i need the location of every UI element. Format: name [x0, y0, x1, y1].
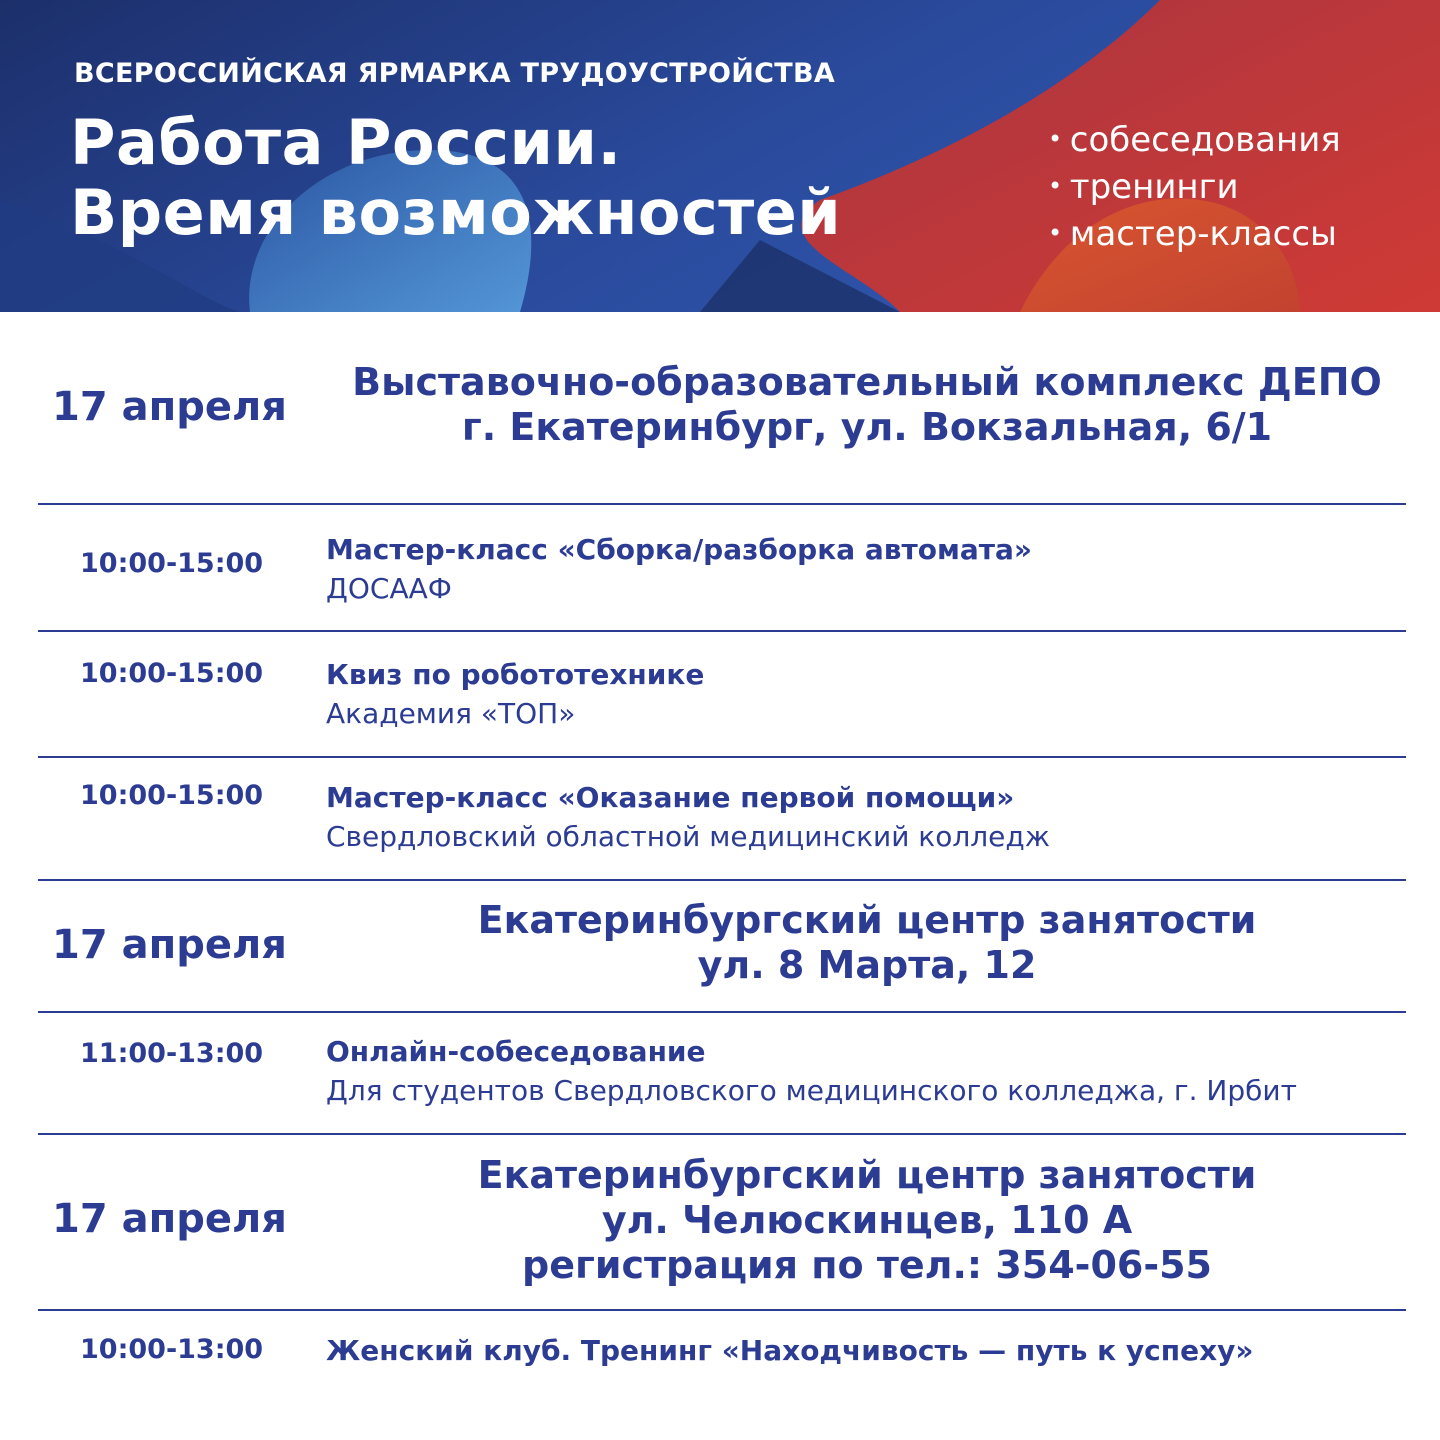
event-name: Мастер-класс «Оказание первой помощи»: [326, 781, 1015, 814]
event-name: Онлайн-собеседование: [326, 1035, 706, 1068]
feature-item: • собеседования: [1048, 116, 1341, 163]
venue-line: Выставочно-образовательный комплекс ДЕПО: [352, 360, 1382, 404]
event-subtitle: ВСЕРОССИЙСКАЯ ЯРМАРКА ТРУДОУСТРОЙСТВА: [74, 58, 836, 89]
event-title-line: Работа России.: [70, 106, 622, 179]
event-time: 10:00-15:00: [80, 780, 264, 811]
event-time: 11:00-13:00: [80, 1038, 264, 1069]
feature-list: [1048, 116, 1341, 257]
divider: [38, 1133, 1406, 1135]
divider: [38, 879, 1406, 881]
venue-info: [300, 360, 1434, 450]
feature-item: • мастер-классы: [1048, 210, 1341, 257]
event-organizer: Академия «ТОП»: [326, 697, 576, 730]
divider: [38, 1011, 1406, 1013]
event-organizer: Для студентов Свердловского медицинского колледжа, г. Ирбит: [326, 1074, 1297, 1107]
section-date: 17 апреля: [52, 384, 287, 430]
divider: [38, 1309, 1406, 1311]
event-title: [70, 108, 841, 248]
divider: [38, 630, 1406, 632]
event-time: 10:00-15:00: [80, 658, 264, 689]
event-organizer: Свердловский областной медицинский колледж: [326, 820, 1050, 853]
venue-info: [300, 898, 1434, 988]
event-name: Мастер-класс «Сборка/разборка автомата»: [326, 533, 1032, 566]
event-name: Женский клуб. Тренинг «Находчивость — путь к успеху»: [326, 1334, 1254, 1367]
venue-line: Екатеринбургский центр занятости: [477, 898, 1257, 942]
event-title-line: Время возможностей: [70, 176, 842, 249]
event-name: Квиз по робототехнике: [326, 658, 705, 691]
event-organizer: ДОСААФ: [326, 572, 452, 605]
divider: [38, 503, 1406, 505]
event-time: 10:00-15:00: [80, 548, 264, 579]
venue-line: Екатеринбургский центр занятости: [477, 1153, 1257, 1197]
venue-line: ул. 8 Марта, 12: [697, 943, 1037, 987]
header-banner: [0, 0, 1440, 312]
venue-line: г. Екатеринбург, ул. Вокзальная, 6/1: [461, 405, 1273, 449]
section-date: 17 апреля: [52, 1196, 287, 1242]
venue-line: регистрация по тел.: 354-06-55: [522, 1243, 1212, 1287]
feature-item: • тренинги: [1048, 163, 1341, 210]
venue-info: [300, 1153, 1434, 1288]
section-date: 17 апреля: [52, 922, 287, 968]
event-time: 10:00-13:00: [80, 1334, 264, 1365]
divider: [38, 756, 1406, 758]
venue-line: ул. Челюскинцев, 110 А: [601, 1198, 1133, 1242]
